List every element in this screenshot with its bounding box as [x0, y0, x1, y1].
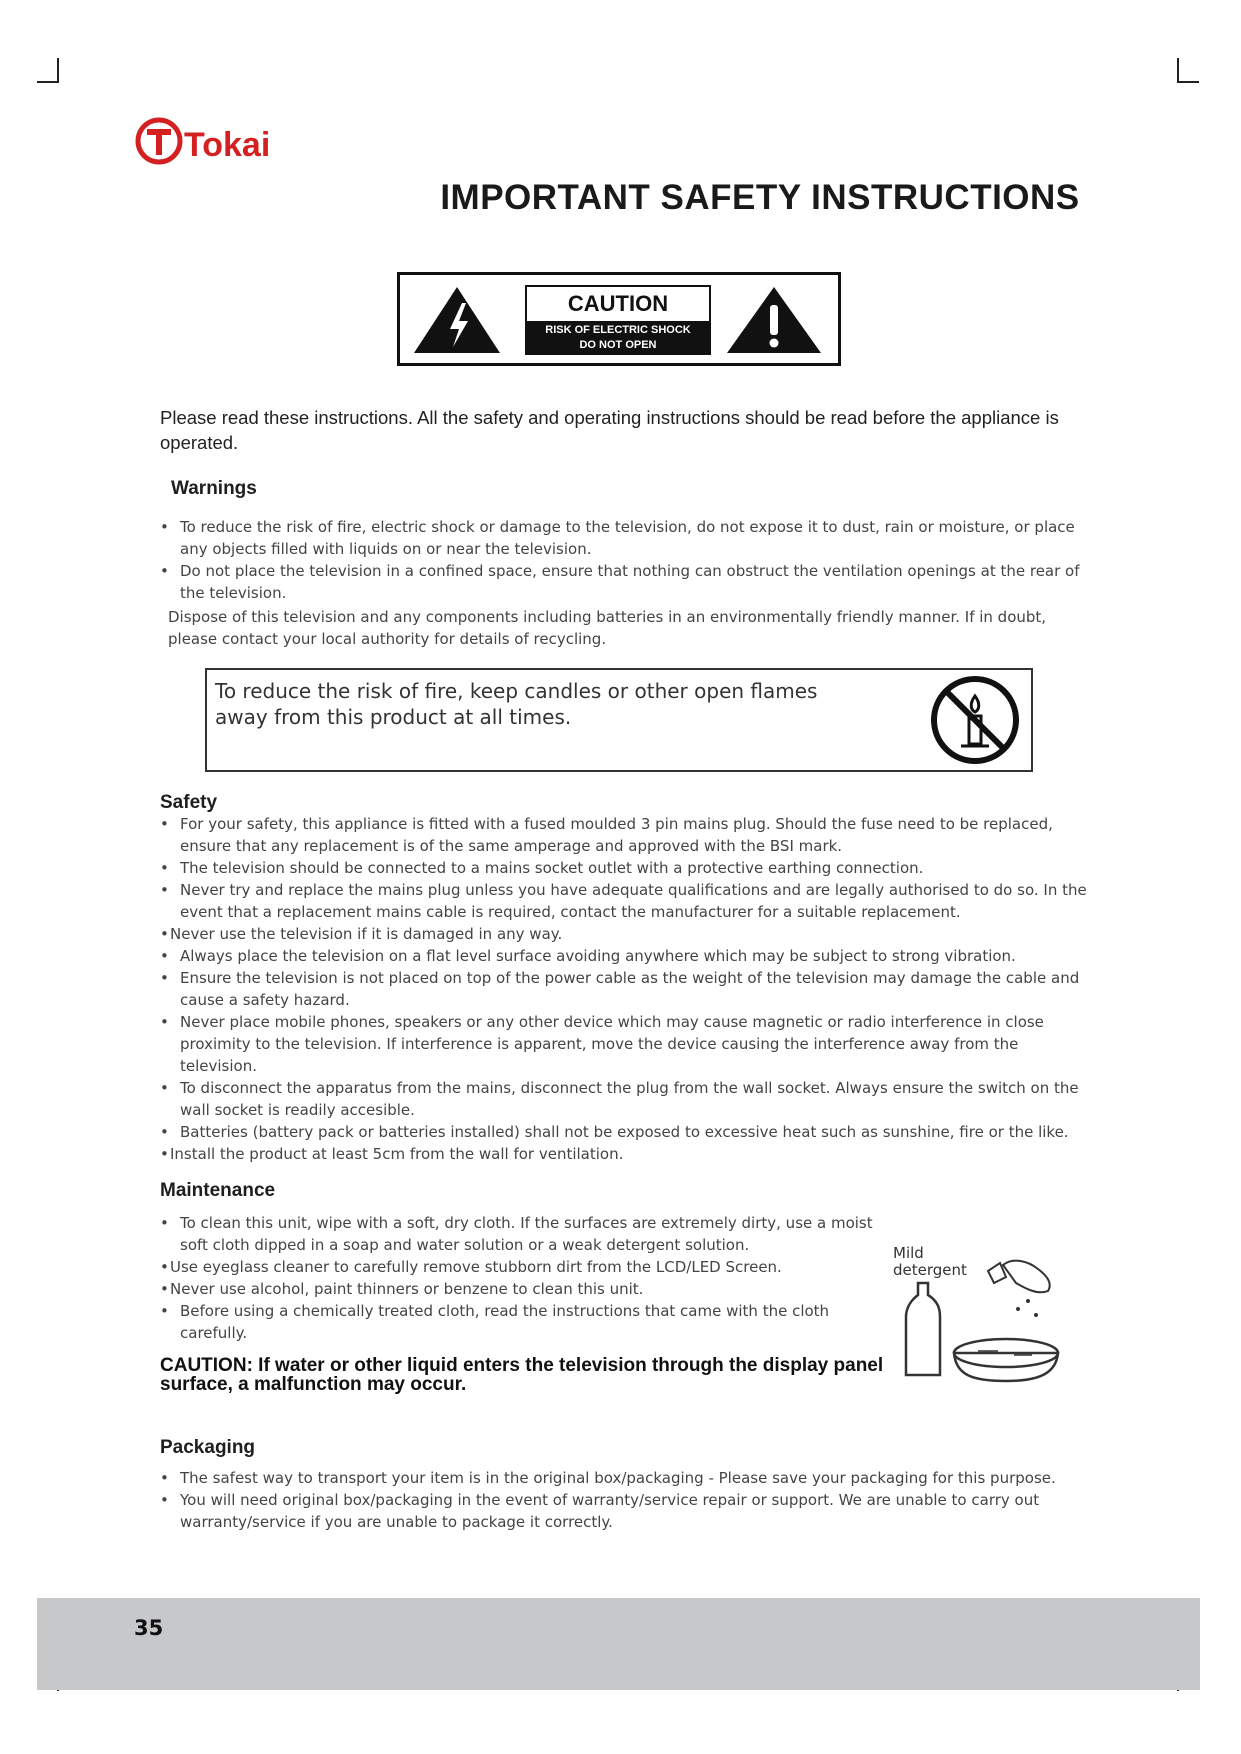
list-item: • Ensure the television is not placed on top of the power cable as the weight of the television may damage the cable and cause a safety hazard. — [160, 969, 1080, 1009]
page-title: IMPORTANT SAFETY INSTRUCTIONS — [440, 178, 1080, 217]
list-item: • The television should be connected to a mains socket outlet with a protective earthing connection. — [160, 859, 924, 877]
warnings-heading: Warnings — [171, 478, 257, 499]
mild-detergent-label: Mild detergent — [893, 1244, 967, 1279]
brand-name: Tokai — [184, 126, 271, 164]
list-item: • Install the product at least 5cm from the wall for ventilation. — [160, 1145, 624, 1163]
caution-text-panel — [525, 285, 711, 355]
list-item: • You will need original box/packaging in the event of warranty/service repair or support. We are unable to carry out warranty/service if you are unable to package it correctly. — [160, 1491, 1040, 1531]
list-item: • Never use alcohol, paint thinners or benzene to clean this unit. — [160, 1280, 644, 1298]
maintenance-heading: Maintenance — [160, 1180, 276, 1201]
no-open-flame-icon — [929, 674, 1021, 766]
list-item: • Always place the television on a flat level surface avoiding anywhere which may be subject to strong vibration. — [160, 947, 1016, 965]
list-item: • Never place mobile phones, speakers or any other device which may cause magnetic or radio interference in close proximity to the television. If interference is apparent, move the device causing the interference away from the television. — [160, 1013, 1044, 1075]
dispose-paragraph: Dispose of this television and any components including batteries in an environmentally friendly manner. If in doubt, please contact your local authority for details of recycling. — [168, 608, 1047, 648]
list-item: • The safest way to transport your item is in the original box/packaging - Please save your packaging for this purpose. — [160, 1469, 1056, 1487]
caution-note-label: CAUTION — [160, 1355, 247, 1376]
warnings-list — [160, 516, 1090, 650]
packaging-heading: Packaging — [160, 1437, 256, 1458]
list-item: • To reduce the risk of fire, electric shock or damage to the television, do not expose it to dust, rain or moisture, or place any objects filled with liquids on or near the television. — [160, 518, 1075, 558]
electric-shock-icon — [412, 285, 502, 355]
intro-paragraph: Please read these instructions. All the safety and operating instructions should be read before the appliance is operated. — [160, 407, 1059, 453]
caution-line-2: DO NOT OPEN — [579, 339, 657, 351]
list-item: • Use eyeglass cleaner to carefully remove stubborn dirt from the LCD/LED Screen. — [160, 1258, 782, 1276]
list-item: • Before using a chemically treated cloth, read the instructions that came with the cloth carefully. — [160, 1302, 830, 1342]
safety-list — [160, 813, 1090, 1165]
list-item: • To disconnect the apparatus from the mains, disconnect the plug from the wall socket. Always ensure the switch on the wall socket is readily accesible. — [160, 1079, 1079, 1119]
caution-paragraph — [160, 1356, 930, 1394]
list-item: • Never try and replace the mains plug unless you have adequate qualifications and are legally authorised to do so. In the event that a replacement mains cable is required, contact the manufacturer for a suitable replacement. — [160, 881, 1087, 921]
maintenance-list — [160, 1212, 880, 1344]
caution-subtext — [527, 321, 709, 353]
footer-bar — [37, 1598, 1200, 1690]
safety-heading: Safety — [160, 792, 218, 813]
packaging-list — [160, 1467, 1090, 1533]
list-item: • For your safety, this appliance is fitted with a fused moulded 3 pin mains plug. Should the fuse need to be replaced, ensure that any replacement is of the same amperage and approved with the BSI mark. — [160, 815, 1053, 855]
list-item: • Do not place the television in a confined space, ensure that nothing can obstruct the ventilation openings at the rear of the television. — [160, 562, 1080, 602]
list-item: • To clean this unit, wipe with a soft, dry cloth. If the surfaces are extremely dirty, use a moist soft cloth dipped in a soap and water solution or a weak detergent solution. — [160, 1214, 873, 1254]
list-item: • Batteries (battery pack or batteries installed) shall not be exposed to excessive heat such as sunshine, fire or the like. — [160, 1123, 1069, 1141]
flame-notice-box — [205, 668, 1033, 772]
brand-logo — [134, 112, 274, 168]
exclamation-warning-icon — [724, 285, 824, 355]
list-item: • Never use the television if it is damaged in any way. — [160, 925, 563, 943]
caution-line-1: RISK OF ELECTRIC SHOCK — [545, 324, 691, 336]
flame-notice-text: To reduce the risk of fire, keep candles or other open flames away from this product at all times. — [215, 679, 818, 729]
page-number: 35 — [134, 1616, 164, 1640]
caution-label — [397, 272, 841, 366]
caution-heading: CAUTION — [527, 287, 709, 321]
caution-note-text: : If water or other liquid enters the television through the display panel surface, a malfunction may occur. — [160, 1355, 884, 1395]
